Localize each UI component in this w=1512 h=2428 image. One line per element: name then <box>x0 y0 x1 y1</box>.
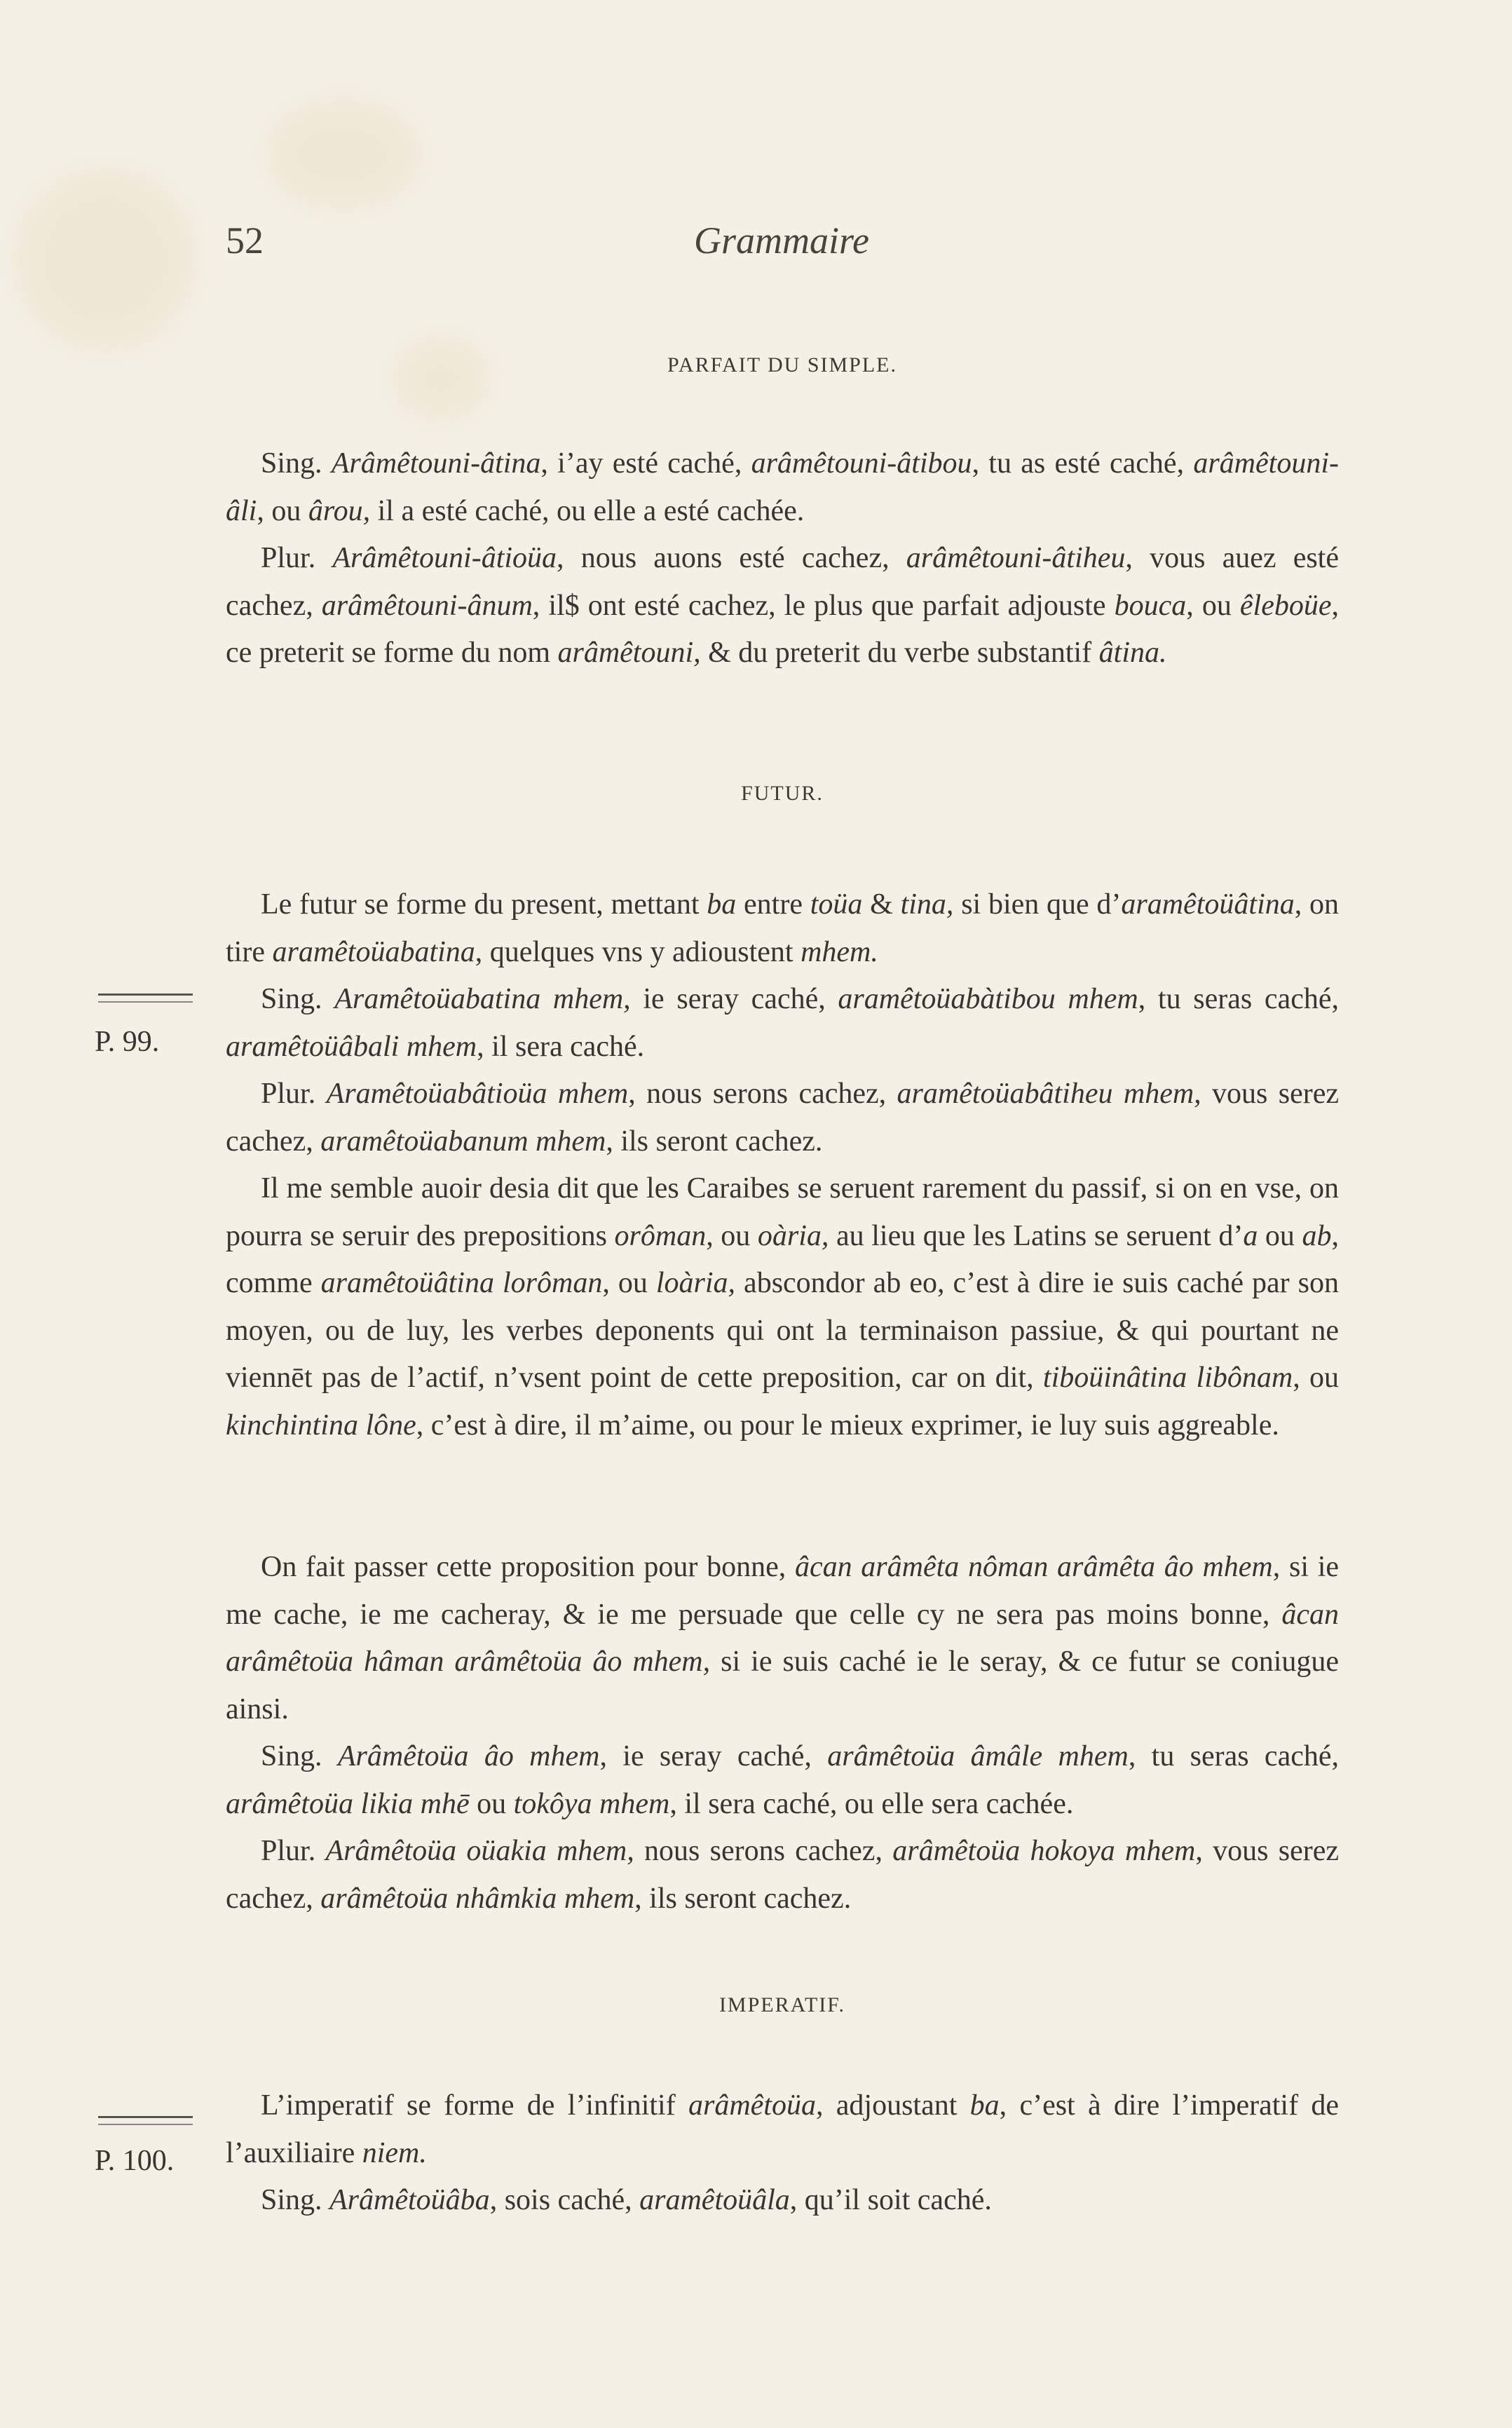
italic-term: Arâmêtoüâba <box>329 2184 490 2216</box>
paragraph: L’imperatif se forme de l’infinitif arâmêtoüa, adjoustant ba, c’est à dire l’imperatif de l’auxiliaire niem. <box>226 2089 1339 2169</box>
italic-term: arâmêtouni, <box>557 637 701 669</box>
paragraph: Plur. Aramêtoüabâtioüa mhem, nous serons cachez, aramêtoüabâtiheu mhem, vous serez cachez, aramêtoüabanum mhem, ils seront cachez. <box>226 1078 1339 1158</box>
paragraph: Sing. Arâmêtouni-âtina, i’ay esté caché, arâmêtouni-âtibou, tu as esté caché, arâmêtouni-âli, ou ârou, il a esté caché, ou elle a esté cachée. <box>226 447 1339 527</box>
italic-term: aramêtoüâtina <box>1121 888 1295 921</box>
italic-term: mhem. <box>801 935 878 968</box>
italic-term: aramêtoüâla <box>639 2184 790 2216</box>
italic-term: âcan arâmêtoüa hâman arâmêtoüa âo mhem, <box>226 1598 1339 1678</box>
italic-term: Arâmêtouni-âtioüa <box>332 542 557 574</box>
italic-term: tiboüinâtina libônam <box>1042 1362 1293 1394</box>
paragraph: Le futur se forme du present, mettant ba entre toüa & tina, si bien que d’aramêtoüâtina, on tire aramêtoüabatina, quelques vns y adioustent mhem. <box>226 888 1340 968</box>
running-title: Grammaire <box>694 219 869 262</box>
paragraph: Sing. Arâmêtoüâba, sois caché, aramêtoüâla, qu’il soit caché. <box>261 2184 992 2216</box>
italic-term: aramêtoüabatina <box>272 935 475 968</box>
italic-term: arâmêtoüa âmâle mhem <box>827 1740 1129 1772</box>
italic-term: kinchintina lône <box>226 1409 416 1442</box>
italic-term: niem. <box>362 2136 427 2169</box>
italic-term: aramêtoüâtina lorôman <box>320 1267 603 1299</box>
italic-term: êleboüe <box>1239 589 1332 622</box>
italic-term: ba <box>969 2089 1000 2122</box>
italic-term: Aramêtoüabatina mhem, <box>334 983 631 1015</box>
italic-term: arâmêtoüa likia mhē <box>226 1787 470 1820</box>
paragraph: Plur. Arâmêtoüa oüakia mhem, nous serons cachez, arâmêtoüa hokoya mhem, vous serez cachez, arâmêtoüa nhâmkia mhem, ils seront cachez. <box>226 1835 1339 1915</box>
italic-term: aramêtoüabâtiheu mhem, <box>897 1078 1201 1110</box>
italic-term: aramêtoüâbali mhem <box>226 1030 477 1063</box>
italic-term: a <box>1243 1219 1258 1252</box>
italic-term: arâmêtoüa <box>688 2089 816 2122</box>
italic-term: âtina. <box>1098 637 1167 669</box>
italic-term: ârou, <box>308 494 371 527</box>
margin-page-ref: P. 100. <box>95 2145 175 2177</box>
italic-term: loària, <box>655 1267 736 1299</box>
margin-page-ref: P. 99. <box>95 1026 160 1058</box>
italic-term: toüa <box>810 888 863 921</box>
page-number: 52 <box>226 219 264 262</box>
italic-term: aramêtoüabàtibou mhem <box>838 983 1138 1015</box>
foxing-stain <box>14 168 196 351</box>
heading-futur: FUTUR. <box>741 782 824 805</box>
italic-term: arâmêtoüa hokoya mhem <box>892 1835 1196 1867</box>
italic-term: tina, <box>900 888 954 921</box>
italic-term: tokôya mhem <box>513 1787 670 1820</box>
italic-term: aramêtoüabanum mhem <box>320 1125 606 1158</box>
paragraph: Il me semble auoir desia dit que les Caraibes se seruent rarement du passif, si on en vse, on pourra se seruir des prepositions orôman, ou oària, au lieu que les Latins se seruent d’a ou ab, comme aramêtoüâtina lorôman, ou loària, abscondor ab eo, c’est à dire ie suis caché par son moyen, ou de luy, les verbes deponents qui ont la terminaison passiue, & qui pourtant ne viennēt pas de l’actif, n’vsent point de cette preposition, car on dit, tiboüinâtina libônam, ou kinchintina lône, c’est à dire, il m’aime, ou pour le mieux exprimer, ie luy suis aggreable. <box>226 1172 1340 1442</box>
paragraph: Plur. Arâmêtouni-âtioüa, nous auons esté cachez, arâmêtouni-âtiheu, vous auez esté cachez, arâmêtouni-ânum, il$ ont esté cachez, le plus que parfait adjouste bouca, ou êleboüe, ce preterit se forme du nom arâmêtouni, & du preterit du verbe substantif âtina. <box>226 542 1339 669</box>
italic-term: arâmêtouni-âtibou <box>751 447 972 480</box>
italic-term: arâmêtouni-âli <box>226 447 1339 527</box>
italic-term: Arâmêtouni-âtina <box>331 447 541 480</box>
italic-term: arâmêtoüa nhâmkia mhem <box>320 1882 635 1915</box>
paragraph: Sing. Arâmêtoüa âo mhem, ie seray caché, arâmêtoüa âmâle mhem, tu seras caché, arâmêtoüa likia mhē ou tokôya mhem, il sera caché, ou elle sera cachée. <box>226 1740 1339 1820</box>
margin-rule <box>98 2116 193 2125</box>
italic-term: oària, <box>757 1219 829 1252</box>
margin-rule <box>98 993 193 1003</box>
foxing-stain <box>393 337 491 421</box>
italic-term: Aramêtoüabâtioüa mhem <box>326 1078 629 1110</box>
heading-imperatif: IMPERATIF. <box>718 1993 846 2016</box>
heading-parfait: PARFAIT DU SIMPLE. <box>667 353 898 377</box>
italic-term: ab <box>1302 1219 1332 1252</box>
paragraph: Sing. Aramêtoüabatina mhem, ie seray caché, aramêtoüabàtibou mhem, tu seras caché, aramêtoüâbali mhem, il sera caché. <box>226 983 1339 1063</box>
foxing-stain <box>266 98 421 210</box>
italic-term: Arâmêtoüa oüakia mhem, <box>325 1835 634 1867</box>
paragraph: On fait passer cette proposition pour bonne, âcan arâmêta nôman arâmêta âo mhem, si ie me cache, ie me cacheray, & ie me persuade que celle cy ne sera pas moins bonne, âcan arâmêtoüa hâman arâmêtoüa âo mhem, si ie suis caché ie le seray, & ce futur se coniugue ainsi. <box>226 1551 1340 1725</box>
italic-term: bouca <box>1114 589 1187 622</box>
italic-term: arâmêtouni-ânum <box>321 589 533 622</box>
italic-term: âcan arâmêta nôman arâmêta âo mhem <box>794 1551 1273 1583</box>
italic-term: arâmêtouni-âtiheu <box>906 542 1126 574</box>
italic-term: orôman <box>614 1219 707 1252</box>
italic-term: Arâmêtoüa âo mhem <box>337 1740 600 1772</box>
italic-term: ba <box>707 888 737 921</box>
